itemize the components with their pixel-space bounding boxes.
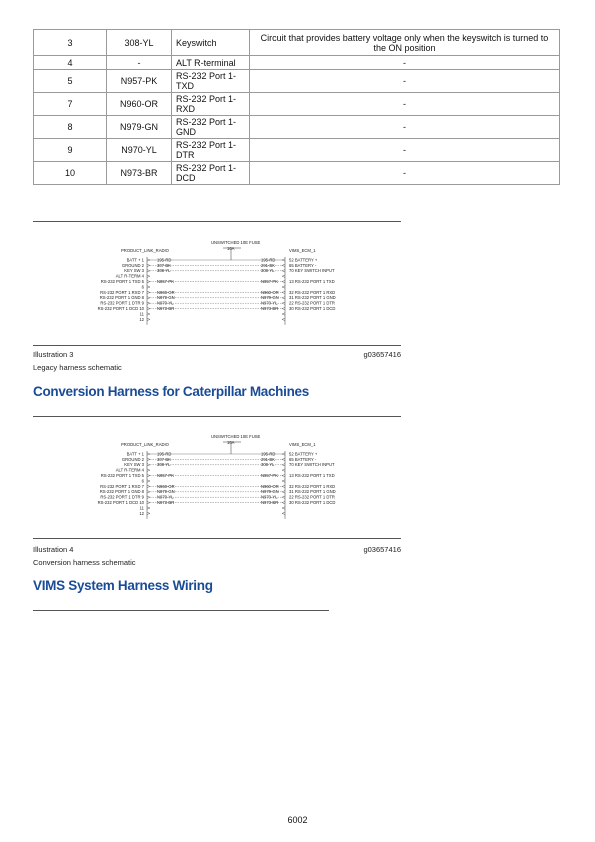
left-wire-label: N973-BR xyxy=(157,500,175,505)
pin-table xyxy=(33,29,560,185)
right-wire-label: 195-RD xyxy=(261,451,276,457)
description-cell: - xyxy=(250,162,560,185)
pin-cell: 10 xyxy=(34,162,107,185)
left-wire-label: N973-BR xyxy=(157,306,175,311)
left-pin-label: BATT + 1 xyxy=(126,257,144,263)
right-pin-terminal xyxy=(282,259,285,261)
left-wire-label: N970-YL xyxy=(157,300,174,306)
schematic-drawing xyxy=(33,236,403,336)
left-pin-label: RS-232 PORT 1 DCD 10 xyxy=(97,306,144,311)
right-wire-label: N960-OR xyxy=(261,289,279,295)
right-pin-label: 65 BATTERY - xyxy=(289,456,317,462)
function-cell: RS-232 Port 1-DTR xyxy=(172,139,250,162)
right-pin-label: 22 RS-232 PORT 1 DTR xyxy=(289,494,335,500)
right-pin-label: 22 RS-232 PORT 1 DTR xyxy=(289,300,335,306)
wire-cell: N960-OR xyxy=(107,93,172,116)
left-connector-name: PRODUCT_LINK_RADIO xyxy=(121,248,169,253)
right-wire-label: N957-PK xyxy=(261,473,278,478)
left-wire-label: 195-RD xyxy=(157,451,172,457)
right-wire-label: N960-OR xyxy=(261,483,279,489)
right-pin-terminal xyxy=(282,458,285,460)
illustration-id: g03657416 xyxy=(363,545,401,554)
legacy-harness-schematic xyxy=(33,236,403,336)
left-wire-label: N970-YL xyxy=(157,494,174,500)
left-pin-terminal xyxy=(147,264,150,266)
left-pin-label: KEY SW 3 xyxy=(124,462,144,468)
left-pin-label: RS-232 PORT 1 RXD 7 xyxy=(100,483,144,489)
left-wire-label: 308-YL xyxy=(157,462,171,468)
left-pin-terminal xyxy=(147,512,150,514)
left-pin-terminal xyxy=(147,270,150,272)
function-cell: RS-232 Port 1-GND xyxy=(172,116,250,139)
table-row xyxy=(34,162,560,185)
right-pin-label: 30 RS-232 PORT 1 DCD xyxy=(289,306,336,311)
right-pin-label: 70 KEY SWITCH INPUT xyxy=(289,268,335,274)
right-pin-label: 31 RS-232 PORT 1 GND xyxy=(289,295,336,301)
description-cell: - xyxy=(250,139,560,162)
left-pin-label: RS-232 PORT 1 TXD 5 xyxy=(100,473,144,478)
right-pin-label: 52 BATTERY + xyxy=(289,451,318,457)
left-pin-terminal xyxy=(147,501,150,503)
right-wire-label: 308-YL xyxy=(261,462,275,468)
left-pin-label: KEY SW 3 xyxy=(124,268,144,274)
wire-cell: N957-PK xyxy=(107,70,172,93)
illustration-id: g03657416 xyxy=(363,350,401,359)
section-heading-vims: VIMS System Harness Wiring xyxy=(33,578,213,593)
wire-cell: 308-YL xyxy=(107,30,172,56)
wire-cell: N979-GN xyxy=(107,116,172,139)
pin-cell: 4 xyxy=(34,56,107,70)
table-row xyxy=(34,30,560,56)
left-pin-terminal xyxy=(147,318,150,320)
right-pin-terminal xyxy=(282,464,285,466)
right-pin-terminal xyxy=(282,313,285,315)
conversion-harness-schematic xyxy=(33,430,403,530)
right-pin-terminal xyxy=(282,302,285,304)
left-pin-terminal xyxy=(147,496,150,498)
left-wire-label: 195-RD xyxy=(157,257,172,263)
function-cell: RS-232 Port 1-RXD xyxy=(172,93,250,116)
left-pin-label: RS-232 PORT 1 RXD 7 xyxy=(100,289,144,295)
right-pin-label: 13 RS-232 PORT 1 TXD xyxy=(289,279,335,284)
left-pin-terminal xyxy=(147,280,150,282)
right-wire-label: N970-YL xyxy=(261,494,278,500)
right-pin-label: 30 RS-232 PORT 1 DCD xyxy=(289,500,336,505)
left-pin-terminal xyxy=(147,464,150,466)
divider xyxy=(33,345,401,346)
left-wire-label: 307-BK xyxy=(157,456,171,462)
right-pin-terminal xyxy=(282,491,285,493)
function-cell: Keyswitch xyxy=(172,30,250,56)
right-wire-label: 308-YL xyxy=(261,268,275,274)
left-pin-label: RS-232 PORT 1 GND 8 xyxy=(99,295,144,301)
left-wire-label: N979-GN xyxy=(157,295,175,301)
left-pin-terminal xyxy=(147,480,150,482)
left-pin-terminal xyxy=(147,469,150,471)
illustration-label: Illustration 4 xyxy=(33,545,74,554)
right-wire-label: 291-BK xyxy=(261,456,275,462)
illustration-caption: Conversion harness schematic xyxy=(33,558,136,567)
left-pin-terminal xyxy=(147,491,150,493)
right-pin-label: 31 RS-232 PORT 1 GND xyxy=(289,489,336,495)
fuse-value: 10A xyxy=(227,246,235,251)
left-pin-label: GROUND 2 xyxy=(121,262,144,268)
left-pin-terminal xyxy=(147,259,150,261)
right-pin-terminal xyxy=(282,485,285,487)
divider xyxy=(33,416,401,417)
right-pin-terminal xyxy=(282,291,285,293)
left-pin-label: GROUND 2 xyxy=(121,456,144,462)
right-wire-label: N979-GN xyxy=(261,489,279,495)
right-pin-terminal xyxy=(282,469,285,471)
right-pin-label: 32 RS-232 PORT 1 RXD xyxy=(289,483,336,489)
right-pin-label: 32 RS-232 PORT 1 RXD xyxy=(289,289,336,295)
fuse-label: UNSWITCHED 10E FUSE xyxy=(211,434,261,439)
right-pin-label: 65 BATTERY - xyxy=(289,262,317,268)
description-cell: - xyxy=(250,56,560,70)
right-wire-label: N970-YL xyxy=(261,300,278,306)
function-cell: RS-232 Port 1-DCD xyxy=(172,162,250,185)
table-row xyxy=(34,70,560,93)
left-pin-label: 12 xyxy=(139,510,144,516)
divider xyxy=(33,610,329,611)
table-row xyxy=(34,93,560,116)
table-row xyxy=(34,139,560,162)
left-pin-label: RS-232 PORT 1 DCD 10 xyxy=(97,500,144,505)
table-row xyxy=(34,116,560,139)
right-pin-terminal xyxy=(282,270,285,272)
schematic-drawing xyxy=(33,430,403,530)
left-pin-label: RS-232 PORT 1 GND 8 xyxy=(99,489,144,495)
left-pin-label: 11 xyxy=(139,505,144,511)
pin-cell: 5 xyxy=(34,70,107,93)
right-pin-terminal xyxy=(282,507,285,509)
pin-cell: 7 xyxy=(34,93,107,116)
left-wire-label: N979-GN xyxy=(157,489,175,495)
left-wire-label: N960-OR xyxy=(157,483,175,489)
right-pin-terminal xyxy=(282,512,285,514)
right-pin-terminal xyxy=(282,480,285,482)
function-cell: RS-232 Port 1-TXD xyxy=(172,70,250,93)
right-wire-label: N973-BR xyxy=(261,306,279,311)
left-pin-label: ALT R-TERM 4 xyxy=(115,467,144,473)
description-cell: - xyxy=(250,70,560,93)
right-wire-label: 195-RD xyxy=(261,257,276,263)
left-pin-label: 6 xyxy=(141,478,144,484)
left-pin-terminal xyxy=(147,507,150,509)
wire-cell: - xyxy=(107,56,172,70)
left-connector-name: PRODUCT_LINK_RADIO xyxy=(121,442,169,447)
divider xyxy=(33,538,401,539)
right-pin-label: 70 KEY SWITCH INPUT xyxy=(289,462,335,468)
left-wire-label: N957-PK xyxy=(157,473,174,478)
fuse-value: 10A xyxy=(227,440,235,445)
page-number: 6002 xyxy=(287,815,308,825)
right-wire-label: N973-BR xyxy=(261,500,279,505)
left-wire-label: N957-PK xyxy=(157,279,174,284)
left-pin-terminal xyxy=(147,275,150,277)
right-pin-label: 13 RS-232 PORT 1 TXD xyxy=(289,473,335,478)
right-pin-terminal xyxy=(282,474,285,476)
right-wire-label: N979-GN xyxy=(261,295,279,301)
left-pin-terminal xyxy=(147,297,150,299)
right-pin-terminal xyxy=(282,453,285,455)
left-pin-terminal xyxy=(147,458,150,460)
right-pin-terminal xyxy=(282,280,285,282)
left-pin-label: 12 xyxy=(139,316,144,322)
right-connector-name: VIMS_ECM_1 xyxy=(289,248,316,253)
left-pin-terminal xyxy=(147,453,150,455)
left-pin-label: RS-232 PORT 1 DTR 9 xyxy=(100,494,144,500)
left-pin-terminal xyxy=(147,474,150,476)
wire-cell: N973-BR xyxy=(107,162,172,185)
pin-cell: 9 xyxy=(34,139,107,162)
left-pin-label: RS-232 PORT 1 DTR 9 xyxy=(100,300,144,306)
right-wire-label: 291-BK xyxy=(261,262,275,268)
right-pin-terminal xyxy=(282,318,285,320)
description-cell: Circuit that provides battery voltage only when the keyswitch is turned to the ON position xyxy=(250,30,560,56)
right-connector-name: VIMS_ECM_1 xyxy=(289,442,316,447)
left-pin-label: ALT R-TERM 4 xyxy=(115,273,144,279)
fuse-label: UNSWITCHED 10E FUSE xyxy=(211,240,261,245)
description-cell: - xyxy=(250,116,560,139)
right-pin-terminal xyxy=(282,501,285,503)
function-cell: ALT R-terminal xyxy=(172,56,250,70)
description-cell: - xyxy=(250,93,560,116)
right-pin-terminal xyxy=(282,307,285,309)
left-wire-label: 308-YL xyxy=(157,268,171,274)
left-pin-terminal xyxy=(147,485,150,487)
left-pin-terminal xyxy=(147,313,150,315)
left-pin-terminal xyxy=(147,286,150,288)
left-wire-label: 307-BK xyxy=(157,262,171,268)
left-pin-terminal xyxy=(147,291,150,293)
illustration-caption: Legacy harness schematic xyxy=(33,363,122,372)
divider xyxy=(33,221,401,222)
right-pin-label: 52 BATTERY + xyxy=(289,257,318,263)
left-pin-terminal xyxy=(147,307,150,309)
section-heading-conversion: Conversion Harness for Caterpillar Machines xyxy=(33,384,309,399)
left-pin-label: RS-232 PORT 1 TXD 5 xyxy=(100,279,144,284)
right-pin-terminal xyxy=(282,286,285,288)
right-pin-terminal xyxy=(282,275,285,277)
left-pin-label: 6 xyxy=(141,284,144,290)
right-pin-terminal xyxy=(282,297,285,299)
pin-cell: 8 xyxy=(34,116,107,139)
left-wire-label: N960-OR xyxy=(157,289,175,295)
right-pin-terminal xyxy=(282,264,285,266)
right-wire-label: N957-PK xyxy=(261,279,278,284)
left-pin-label: BATT + 1 xyxy=(126,451,144,457)
left-pin-terminal xyxy=(147,302,150,304)
table-row xyxy=(34,56,560,70)
wire-cell: N970-YL xyxy=(107,139,172,162)
pin-cell: 3 xyxy=(34,30,107,56)
right-pin-terminal xyxy=(282,496,285,498)
illustration-label: Illustration 3 xyxy=(33,350,74,359)
left-pin-label: 11 xyxy=(139,311,144,317)
